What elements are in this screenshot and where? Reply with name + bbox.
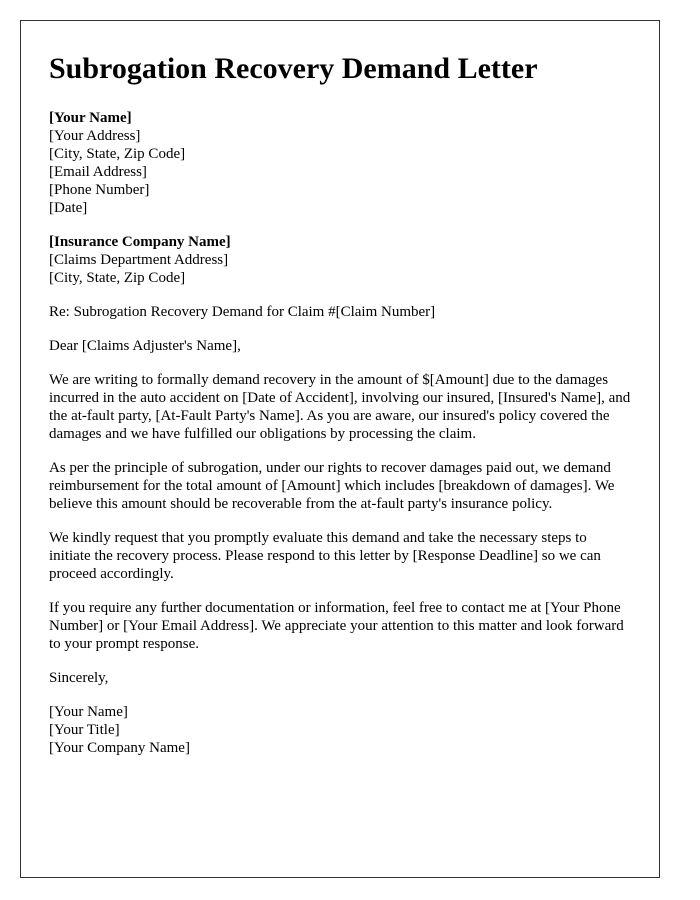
letter-title: Subrogation Recovery Demand Letter xyxy=(49,52,538,85)
sender-phone: [Phone Number] xyxy=(49,182,150,198)
signature-name: [Your Name] xyxy=(49,704,128,720)
letter-page xyxy=(20,20,660,878)
salutation: Dear [Claims Adjuster's Name], xyxy=(49,338,241,354)
closing: Sincerely, xyxy=(49,670,109,686)
re-line: Re: Subrogation Recovery Demand for Claim #[Claim Number] xyxy=(49,304,436,320)
signature-company: [Your Company Name] xyxy=(49,740,190,756)
sender-date: [Date] xyxy=(49,200,88,216)
sender-block xyxy=(49,109,631,217)
body-paragraph-4: If you require any further documentation or information, feel free to contact me at [Your Phone Number] or [Your Email Address]. We appreciate your attention to this matter and look forward to your prompt response. xyxy=(49,600,624,652)
signature-title: [Your Title] xyxy=(49,722,120,738)
recipient-address: [Claims Department Address] xyxy=(49,252,229,268)
recipient-block xyxy=(49,233,631,287)
sender-email: [Email Address] xyxy=(49,164,147,180)
recipient-city-state-zip: [City, State, Zip Code] xyxy=(49,270,186,286)
sender-city-state-zip: [City, State, Zip Code] xyxy=(49,146,186,162)
body-paragraph-3: We kindly request that you promptly evaluate this demand and take the necessary steps to initiate the recovery process. Please respond to this letter by [Response Deadline] so we can proceed accordingly. xyxy=(49,530,601,582)
sender-name: [Your Name] xyxy=(49,110,132,126)
body-paragraph-1: We are writing to formally demand recovery in the amount of $[Amount] due to the damages incurred in the auto accident on [Date of Accident], involving our insured, [Insured's Name], and the at-fault party, [At-Fault Party's Name]. As you are aware, our insured's policy covered the damages and we have fulfilled our obligations by processing the claim. xyxy=(49,372,631,442)
signature-block xyxy=(49,703,631,757)
recipient-company: [Insurance Company Name] xyxy=(49,234,231,250)
sender-address: [Your Address] xyxy=(49,128,141,144)
body-paragraph-2: As per the principle of subrogation, under our rights to recover damages paid out, we demand reimbursement for the total amount of [Amount] which includes [breakdown of damages]. We believe this amount should be recoverable from the at-fault party's insurance policy. xyxy=(49,460,615,512)
